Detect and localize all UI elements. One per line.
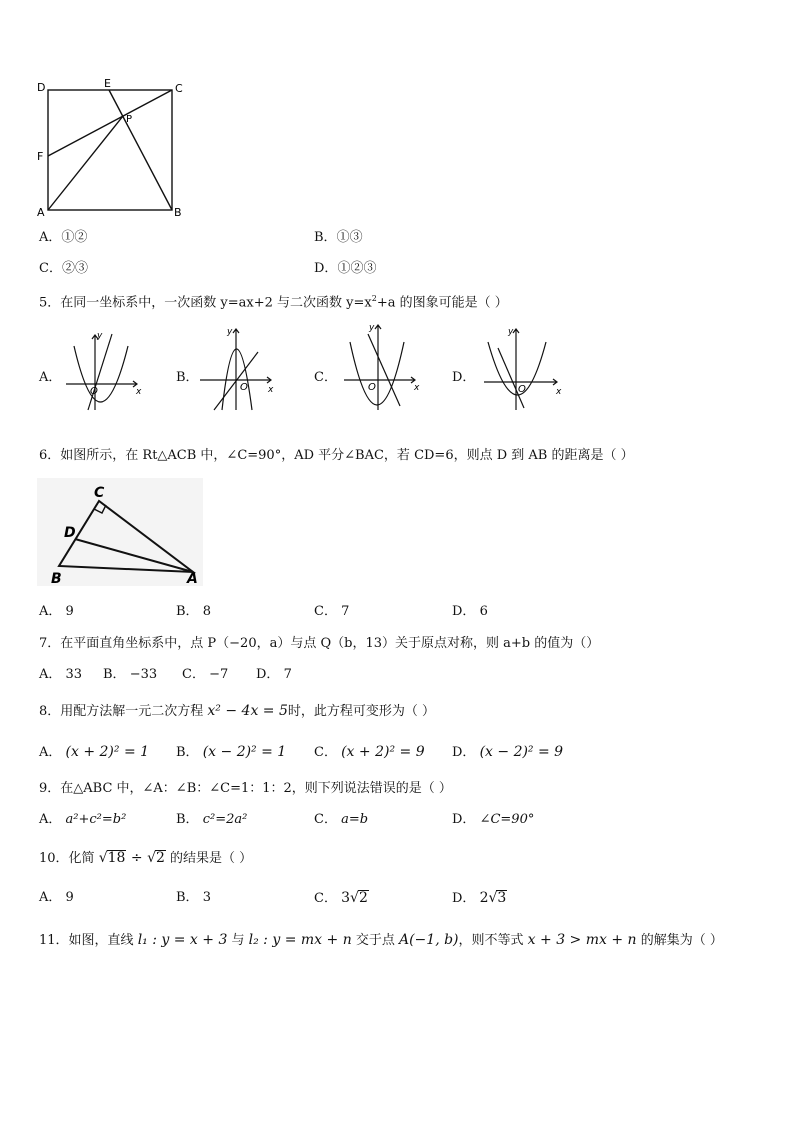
label-c: C <box>175 82 183 95</box>
label-p: P <box>126 114 133 125</box>
label-b: B <box>174 206 182 219</box>
svg-text:y: y <box>508 327 514 337</box>
q10-radical-18: 18 <box>107 850 126 866</box>
svg-text:B: B <box>51 571 62 586</box>
svg-text:D: D <box>64 525 76 541</box>
svg-text:A: A <box>187 571 198 586</box>
svg-text:y: y <box>369 323 375 333</box>
q10-option-b[interactable]: B． 3 <box>176 890 211 905</box>
q11-point-a: A(−1, b) <box>398 932 459 948</box>
q9-option-b[interactable]: B． c²=2a² <box>176 812 248 827</box>
q10-stem: 10．化简 √18 ÷ √2 的结果是（ ） <box>39 850 253 866</box>
q11-line-l1: l₁ : y = x + 3 <box>137 932 228 948</box>
svg-text:y: y <box>227 327 233 337</box>
q6-option-d[interactable]: D． 6 <box>452 604 488 619</box>
q5-option-c[interactable]: C． <box>314 370 337 385</box>
svg-text:O: O <box>240 382 248 393</box>
q7-option-d[interactable]: D． 7 <box>256 667 292 682</box>
svg-text:O: O <box>90 386 98 397</box>
q8-option-d[interactable]: D． (x − 2)² = 9 <box>452 744 564 760</box>
svg-text:x: x <box>556 387 562 397</box>
q9-option-c[interactable]: C． a=b <box>314 812 369 827</box>
q7-option-c[interactable]: C． −7 <box>182 667 229 682</box>
q10-option-d[interactable]: D． 2√3 <box>452 890 507 906</box>
segment-eb <box>109 90 172 210</box>
triangle-acb <box>59 501 193 572</box>
q5-option-b[interactable]: B． <box>176 370 199 385</box>
svg-text:y: y <box>97 331 103 341</box>
q4-option-d[interactable]: D．①②③ <box>314 261 377 276</box>
q5-graph-b <box>196 324 278 412</box>
segment-ap <box>48 116 123 210</box>
q5-option-a[interactable]: A． <box>39 370 62 385</box>
square-figure <box>30 76 190 221</box>
q11-inequality: x + 3 > mx + n <box>527 932 637 948</box>
q4-option-a[interactable]: A．①② <box>39 230 88 245</box>
q4-option-b[interactable]: B．①③ <box>314 230 363 245</box>
q9-stem: 9．在△ABC 中，∠A：∠B：∠C=1：1：2，则下列说法错误的是（ ） <box>39 781 452 796</box>
svg-text:C: C <box>94 485 105 501</box>
q7-option-a[interactable]: A． 33 <box>39 667 83 682</box>
q11-stem: 11．如图，直线 l₁ : y = x + 3 与 l₂ : y = mx + n 交于点 A(−1, b)，则不等式 x + 3 > mx + n 的解集为（ ） <box>39 932 723 948</box>
svg-text:O: O <box>518 384 526 395</box>
q5-stem: 5．在同一坐标系中，一次函数 y=ax+2 与二次函数 $y=x^2+a$ 的图象可能是（ ） <box>39 294 508 311</box>
q4-option-c[interactable]: C．②③ <box>39 261 88 276</box>
svg-text:x: x <box>268 385 274 395</box>
label-f: F <box>37 150 44 163</box>
q10-option-c[interactable]: C． 3√2 <box>314 890 368 906</box>
label-a: A <box>37 206 45 219</box>
svg-text:x: x <box>414 383 420 393</box>
segment-fc <box>48 90 172 156</box>
q8-option-a[interactable]: A． (x + 2)² = 1 <box>39 744 150 760</box>
q8-option-c[interactable]: C． (x + 2)² = 9 <box>314 744 425 760</box>
q5-graph-c <box>340 320 422 412</box>
square-abcd <box>48 90 172 210</box>
q9-option-d[interactable]: D． ∠C=90° <box>452 812 535 827</box>
q9-option-a[interactable]: A． a²+c²=b² <box>39 812 127 827</box>
q6-option-c[interactable]: C． 7 <box>314 604 350 619</box>
q11-line-l2: l₂ : y = mx + n <box>248 932 352 948</box>
q6-option-a[interactable]: A． 9 <box>39 604 74 619</box>
q10-radical-2: 2 <box>156 850 165 866</box>
q8-stem: 8．用配方法解一元二次方程 x² − 4x = 5时，此方程可变形为（ ） <box>39 703 436 719</box>
q6-stem: 6．如图所示，在 Rt△ACB 中，∠C=90°，AD 平分∠BAC，若 CD=6，则点 D 到 AB 的距离是（ ） <box>39 448 634 463</box>
svg-text:x: x <box>136 387 142 397</box>
q6-triangle-figure <box>37 478 203 586</box>
q8-equation: x² − 4x = 5 <box>207 703 288 719</box>
q8-option-b[interactable]: B． (x − 2)² = 1 <box>176 744 287 760</box>
q6-option-b[interactable]: B． 8 <box>176 604 211 619</box>
q5-option-d[interactable]: D． <box>452 370 476 385</box>
q10-option-a[interactable]: A． 9 <box>39 890 74 905</box>
label-d: D <box>37 81 46 94</box>
q5-graph-a <box>62 328 144 412</box>
q7-option-b[interactable]: B． −33 <box>103 667 158 682</box>
svg-text:O: O <box>368 382 376 393</box>
q7-stem: 7．在平面直角坐标系中，点 P（−20，a）与点 Q（b，13）关于原点对称，则 a+b 的值为（） <box>39 636 600 651</box>
label-e: E <box>104 77 111 90</box>
q5-graph-d <box>480 324 564 412</box>
